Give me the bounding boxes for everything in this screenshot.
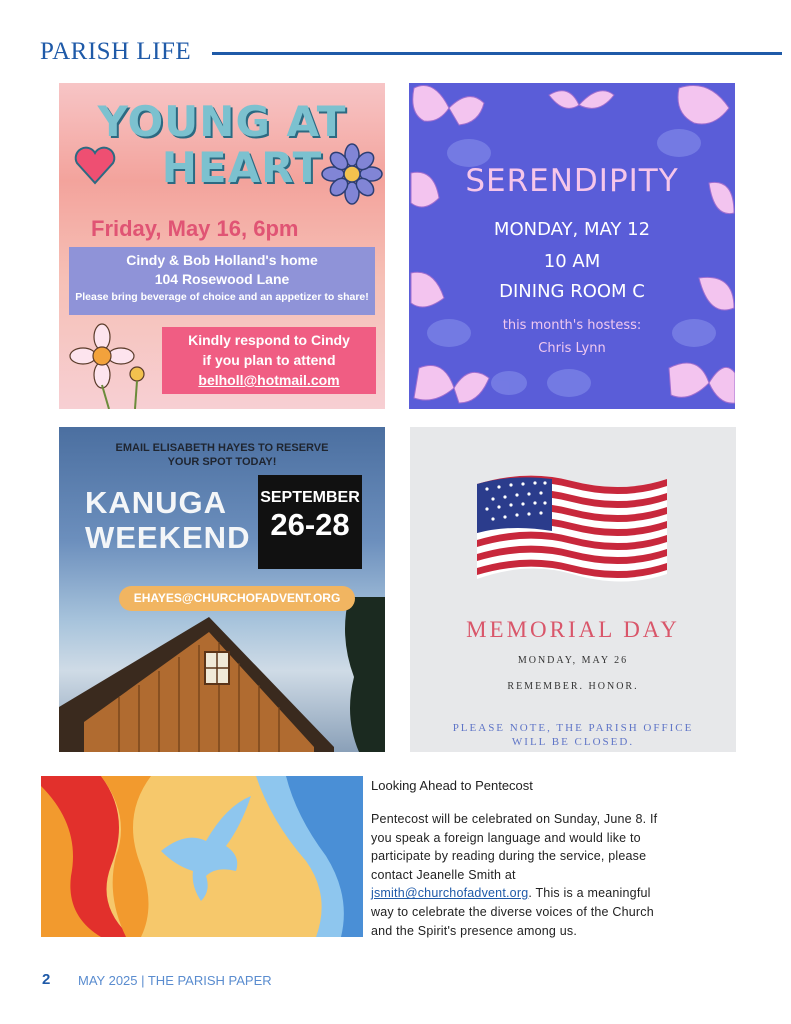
daisy-icon xyxy=(67,319,153,409)
footer-text: MAY 2025 | THE PARISH PAPER xyxy=(78,973,272,988)
serendipity-date: MONDAY, MAY 12 xyxy=(493,219,651,240)
young-at-heart-date: Friday, May 16, 6pm xyxy=(91,216,299,241)
page-number: 2 xyxy=(42,971,51,988)
memorial-day-title: MEMORIAL DAY xyxy=(466,617,680,642)
section-rule xyxy=(212,52,782,55)
kanuga-weekend-flyer xyxy=(59,427,385,752)
kanuga-header-line2: YOUR SPOT TODAY! xyxy=(167,456,277,468)
serendipity-location: DINING ROOM C xyxy=(499,281,645,302)
rsvp-email-link[interactable]: belholl@hotmail.com xyxy=(198,372,340,388)
kanuga-days: 26-28 xyxy=(270,507,350,542)
serendipity-hostess-label: this month's hostess: xyxy=(502,318,642,333)
serendipity-title: SERENDIPITY xyxy=(465,163,679,199)
pentecost-body-line: participate by reading during the service, please xyxy=(371,849,647,864)
kanuga-header-line1: EMAIL ELISABETH HAYES TO RESERVE xyxy=(115,442,329,454)
pentecost-body-line: Pentecost will be celebrated on Sunday, June 8. If xyxy=(371,812,658,826)
kanuga-email-link[interactable]: EHAYES@CHURCHOFADVENT.ORG xyxy=(119,586,355,611)
kanuga-header xyxy=(59,441,385,469)
memorial-day-note xyxy=(410,721,736,749)
dove-icon xyxy=(41,776,363,937)
pentecost-dove-image xyxy=(41,776,363,937)
pentecost-body-text: . This is a meaningful xyxy=(528,886,651,901)
young-at-heart-flyer xyxy=(59,83,385,409)
section-title: PARISH LIFE xyxy=(40,38,192,65)
memorial-day-note-line2: WILL BE CLOSED. xyxy=(511,736,635,748)
pentecost-body-line xyxy=(371,884,751,903)
young-at-heart-title-line2: HEART xyxy=(161,143,323,192)
serendipity-hostess-name: Chris Lynn xyxy=(538,341,606,356)
rsvp-line1: Kindly respond to Cindy xyxy=(188,332,350,348)
pentecost-body-line: way to celebrate the diverse voices of the Church xyxy=(371,904,654,919)
pentecost-body xyxy=(371,810,751,940)
memorial-day-flyer xyxy=(410,427,736,752)
american-flag-icon xyxy=(472,469,672,599)
cabin-icon xyxy=(59,597,385,752)
rsvp-line2: if you plan to attend xyxy=(202,352,336,368)
kanuga-month: SEPTEMBER xyxy=(260,489,360,506)
host-address: 104 Rosewood Lane xyxy=(154,271,290,287)
host-details xyxy=(69,247,375,315)
rsvp-box xyxy=(162,327,376,394)
pentecost-body-line: contact Jeanelle Smith at xyxy=(371,867,516,882)
pentecost-body-line: you speak a foreign language and would like to xyxy=(371,830,641,845)
memorial-day-date: MONDAY, MAY 26 xyxy=(517,655,629,666)
pentecost-email-link[interactable]: jsmith@churchofadvent.org xyxy=(371,886,529,901)
kanuga-title-line2: WEEKEND xyxy=(85,520,251,555)
serendipity-flyer xyxy=(409,83,735,409)
memorial-day-motto: REMEMBER. HONOR. xyxy=(507,681,639,692)
kanuga-date-box xyxy=(258,475,362,569)
pentecost-heading: Looking Ahead to Pentecost xyxy=(371,778,533,793)
host-note: Please bring beverage of choice and an appetizer to share! xyxy=(75,291,369,303)
young-at-heart-title-line1: YOUNG AT xyxy=(97,97,347,146)
butterfly-border-icon xyxy=(409,83,735,409)
kanuga-title-line1: KANUGA xyxy=(85,485,228,520)
pentecost-body-line: and the Spirit's presence among us. xyxy=(371,923,578,938)
host-name: Cindy & Bob Holland's home xyxy=(126,252,318,268)
memorial-day-note-line1: PLEASE NOTE, THE PARISH OFFICE xyxy=(452,722,694,734)
serendipity-time: 10 AM xyxy=(543,251,601,272)
